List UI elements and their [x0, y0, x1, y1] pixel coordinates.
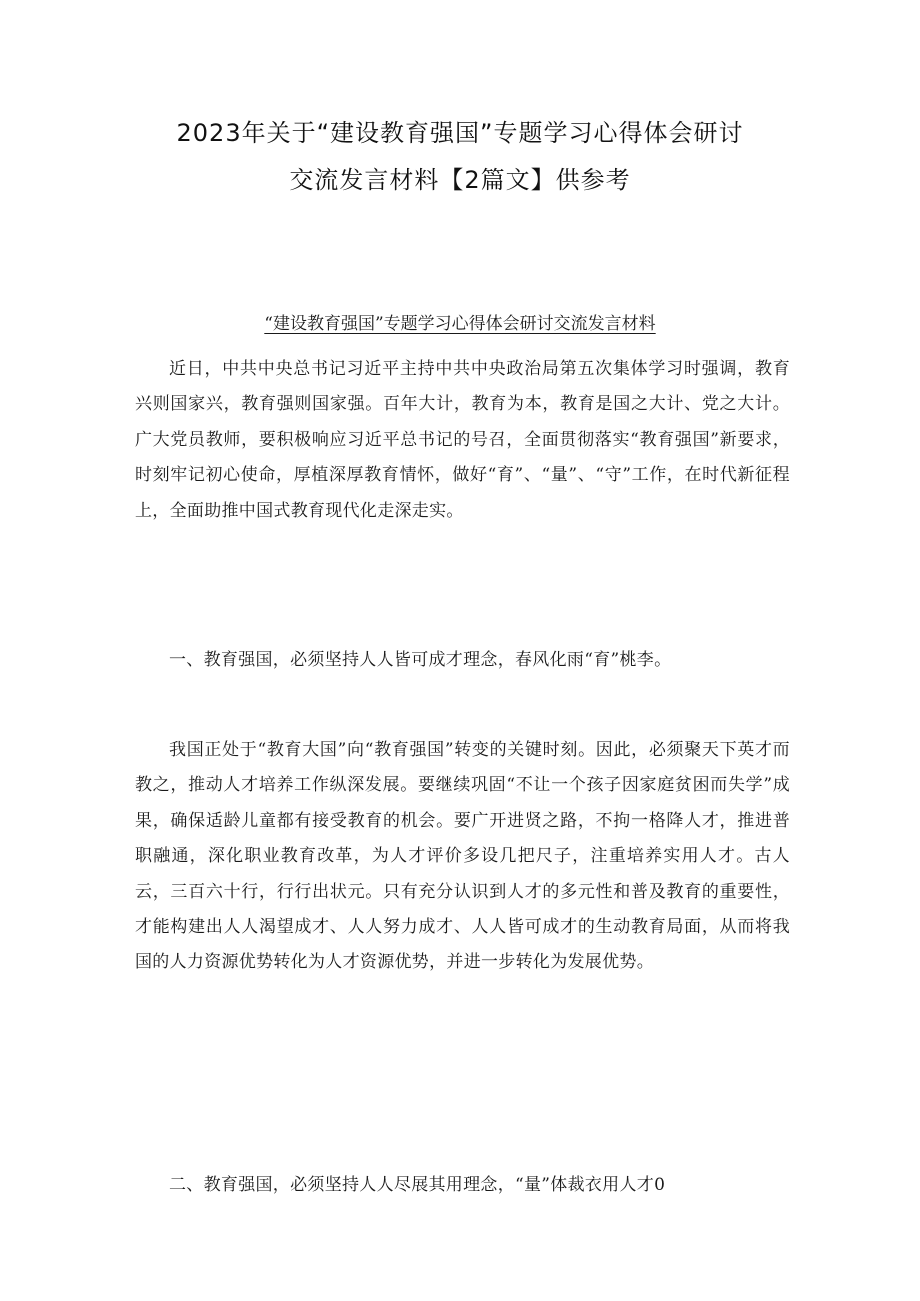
- paragraph-section-1: 我国正处于“教育大国”向“教育强国”转变的关键时刻。因此，必须聚天下英才而教之，推动人才培养工作纵深发展。要继续巩固“不让一个孩子因家庭贫困而失学”成果，确保适龄儿童都有接受教育的机会。要广开进贤之路，不拘一格降人才，推进普职融通，深化职业教育改革，为人才评价多设几把尺子，注重培养实用人才。古人云，三百六十行，行行出状元。只有充分认识到人才的多元性和普及教育的重要性，才能构建出人人渴望成才、人人努力成才、人人皆可成才的生动教育局面，从而将我国的人力资源优势转化为人才资源优势，并进一步转化为发展优势。: [135, 740, 790, 973]
- document-title-line-2: 交流发言材料【2篇文】供参考: [289, 166, 631, 194]
- document-title-line-1: 2023年关于“建设教育强国”专题学习心得体会研讨: [176, 119, 744, 147]
- section-subtitle: [110, 312, 810, 336]
- document-title: [60, 110, 860, 204]
- paragraph-intro: 近日，中共中央总书记习近平主持中共中央政治局第五次集体学习时强调，教育兴则国家兴，教育强则国家强。百年大计，教育为本，教育是国之大计、党之大计。广大党员教师，要积极响应习近平总书记的号召，全面贯彻落实“教育强国”新要求，时刻牢记初心使命，厚植深厚教育情怀，做好“育”、“量”、“守”工作，在时代新征程上，全面助推中国式教育现代化走深走实。: [135, 359, 790, 521]
- section-heading-1: 一、教育强国，必须坚持人人皆可成才理念，春风化雨“育”桃李。: [169, 650, 672, 670]
- section-heading-2: 二、教育强国，必须坚持人人尽展其用理念，“量”体裁衣用人才0: [169, 1175, 666, 1195]
- section-subtitle-text: “建设教育强国”专题学习心得体会研讨交流发言材料: [264, 314, 656, 334]
